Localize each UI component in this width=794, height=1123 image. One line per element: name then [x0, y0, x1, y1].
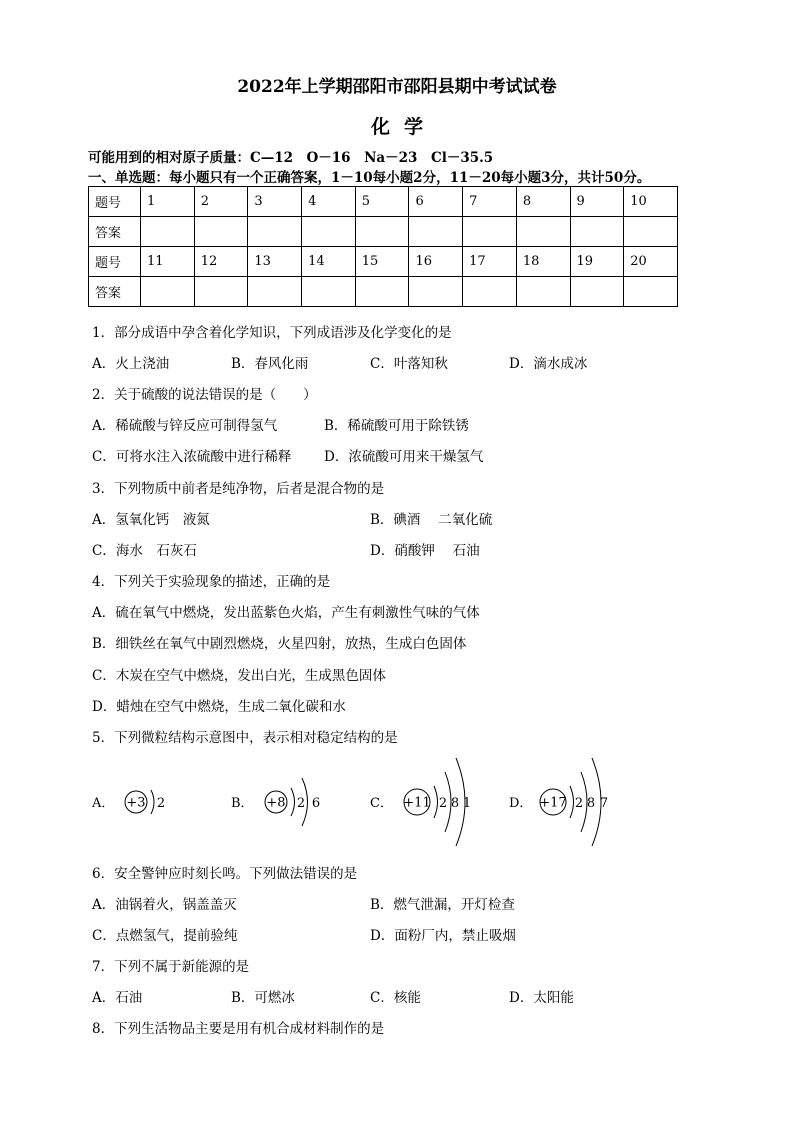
question-7-option-b[interactable]: B．可燃冰 — [231, 990, 295, 1006]
question-number-cell: 4 — [302, 187, 356, 217]
question-number-cell: 11 — [141, 247, 195, 277]
question-number-cell: 14 — [302, 247, 356, 277]
option-label-c: C． — [370, 796, 393, 811]
electron-count: 7 — [599, 796, 609, 811]
question-3-option-c[interactable]: C．海水 石灰石 — [92, 543, 197, 559]
table-row — [89, 187, 678, 217]
electron-count: 6 — [311, 796, 321, 811]
question-number-cell: 5 — [355, 187, 409, 217]
question-number-cell: 17 — [463, 247, 517, 277]
question-7-stem: 7．下列不属于新能源的是 — [92, 959, 250, 975]
question-5-option-b[interactable] — [231, 778, 320, 826]
question-number-cell: 18 — [516, 247, 570, 277]
table-row — [89, 217, 678, 247]
question-1-option-c[interactable]: C．叶落知秋 — [370, 356, 448, 372]
question-number-cell: 16 — [409, 247, 463, 277]
question-number-cell: 13 — [248, 247, 302, 277]
question-number-cell: 10 — [624, 187, 678, 217]
answer-cell[interactable] — [141, 277, 195, 307]
question-1-option-a[interactable]: A．火上浇油 — [92, 356, 170, 372]
question-number-cell: 3 — [248, 187, 302, 217]
row-label-number: 题号 — [89, 187, 141, 217]
question-3-stem: 3．下列物质中前者是纯净物，后者是混合物的是 — [92, 481, 385, 497]
electron-shell-arc — [151, 790, 154, 814]
nucleus-charge: +17 — [539, 795, 567, 811]
answer-cell[interactable] — [624, 277, 678, 307]
question-1-option-b[interactable]: B．春风化雨 — [231, 356, 309, 372]
electron-count: 2 — [574, 796, 584, 811]
question-number-cell: 19 — [570, 247, 624, 277]
question-6-option-b[interactable]: B．燃气泄漏，开灯检查 — [370, 897, 515, 913]
electron-count: 8 — [450, 796, 460, 811]
answer-cell[interactable] — [355, 277, 409, 307]
answer-cell[interactable] — [194, 217, 248, 247]
question-2-option-b[interactable]: B．稀硫酸可用于除铁锈 — [324, 418, 469, 434]
answer-cell[interactable] — [570, 277, 624, 307]
question-4-stem: 4．下列关于实验现象的描述，正确的是 — [92, 574, 331, 590]
answer-cell[interactable] — [516, 277, 570, 307]
question-6-stem: 6．安全警钟应时刻长鸣。下列做法错误的是 — [92, 866, 358, 882]
answer-cell[interactable] — [248, 277, 302, 307]
question-4-option-a[interactable]: A．硫在氧气中燃烧，发出蓝紫色火焰，产生有刺激性气味的气体 — [92, 605, 480, 621]
question-number-cell: 7 — [463, 187, 517, 217]
row-label-answer: 答案 — [89, 277, 141, 307]
question-1-stem: 1．部分成语中孕含着化学知识，下列成语涉及化学变化的是 — [92, 325, 452, 341]
answer-cell[interactable] — [302, 217, 356, 247]
question-6-option-c[interactable]: C．点燃氢气，提前验纯 — [92, 928, 238, 944]
row-label-answer: 答案 — [89, 217, 141, 247]
question-number-cell: 12 — [194, 247, 248, 277]
answer-cell[interactable] — [141, 217, 195, 247]
answer-table — [88, 186, 678, 307]
question-5-stem: 5．下列微粒结构示意图中，表示相对稳定结构的是 — [92, 730, 398, 746]
question-5-option-a[interactable] — [91, 790, 165, 814]
question-2-option-c[interactable]: C．可将水注入浓硫酸中进行稀释 — [92, 449, 292, 465]
subject-title: 化学 — [370, 116, 437, 138]
exam-title: 2022年上学期邵阳市邵阳县期中考试试卷 — [237, 77, 557, 97]
table-row — [89, 247, 678, 277]
answer-cell[interactable] — [409, 217, 463, 247]
answer-cell[interactable] — [516, 217, 570, 247]
question-3-option-a[interactable]: A．氢氧化钙 液氮 — [92, 512, 210, 528]
question-number-cell: 8 — [516, 187, 570, 217]
question-3-option-d[interactable]: D．硝酸钾 石油 — [370, 543, 480, 559]
question-2-option-d[interactable]: D．浓硫酸可用来干燥氢气 — [324, 449, 484, 465]
question-7-option-c[interactable]: C．核能 — [370, 990, 421, 1006]
question-8-stem: 8．下列生活物品主要是用有机合成材料制作的是 — [92, 1021, 385, 1037]
atomic-mass-line: 可能用到的相对原子质量：C—12 O－16 Na－23 Cl－35.5 — [88, 150, 494, 166]
electron-count: 2 — [156, 796, 166, 811]
question-4-option-d[interactable]: D．蜡烛在空气中燃烧，生成二氧化碳和水 — [92, 699, 346, 715]
electron-shell-arc — [570, 786, 574, 818]
answer-cell[interactable] — [409, 277, 463, 307]
answer-cell[interactable] — [463, 217, 517, 247]
answer-cell[interactable] — [194, 277, 248, 307]
nucleus-charge: +8 — [266, 795, 286, 811]
question-number-cell: 15 — [355, 247, 409, 277]
electron-count: 2 — [438, 796, 448, 811]
question-number-cell: 1 — [141, 187, 195, 217]
question-number-cell: 9 — [570, 187, 624, 217]
electron-count: 2 — [296, 796, 306, 811]
electron-shell-arc — [434, 786, 438, 818]
answer-cell[interactable] — [463, 277, 517, 307]
table-row — [89, 277, 678, 307]
question-2-stem: 2．关于硫酸的说法错误的是（ ） — [92, 387, 317, 403]
answer-cell[interactable] — [302, 277, 356, 307]
question-number-cell: 6 — [409, 187, 463, 217]
question-5-option-c[interactable] — [370, 758, 471, 846]
atomic-structure-diagrams — [90, 752, 630, 852]
option-label-d: D． — [509, 796, 533, 811]
question-number-cell: 2 — [194, 187, 248, 217]
electron-count: 1 — [462, 796, 472, 811]
answer-cell[interactable] — [355, 217, 409, 247]
question-2-option-a[interactable]: A．稀硫酸与锌反应可制得氢气 — [92, 418, 278, 434]
nucleus-charge: +3 — [126, 795, 146, 811]
row-label-number: 题号 — [89, 247, 141, 277]
option-label-b: B． — [231, 796, 254, 811]
electron-count: 8 — [586, 796, 596, 811]
answer-cell[interactable] — [248, 217, 302, 247]
section-one-heading: 一、单选题：每小题只有一个正确答案，1－10每小题2分，11－20每小题3分，共计50分。 — [88, 170, 651, 186]
question-7-option-d[interactable]: D．太阳能 — [509, 990, 574, 1006]
question-4-option-c[interactable]: C．木炭在空气中燃烧，发出白光，生成黑色固体 — [92, 668, 386, 684]
question-1-option-d[interactable]: D．滴水成冰 — [509, 356, 588, 372]
question-6-option-a[interactable]: A．油锅着火，锅盖盖灭 — [92, 897, 237, 913]
electron-shell-arc — [291, 788, 295, 816]
question-3-option-b[interactable]: B．碘酒 二氧化硫 — [370, 512, 493, 528]
nucleus-charge: +11 — [403, 795, 431, 811]
answer-cell[interactable] — [624, 217, 678, 247]
question-5-option-d[interactable] — [509, 758, 608, 846]
option-label-a: A． — [92, 796, 115, 811]
question-7-option-a[interactable]: A．石油 — [92, 990, 143, 1006]
question-6-option-d[interactable]: D．面粉厂内，禁止吸烟 — [370, 928, 516, 944]
question-4-option-b[interactable]: B．细铁丝在氧气中剧烈燃烧，火星四射，放热，生成白色固体 — [92, 636, 467, 652]
answer-cell[interactable] — [570, 217, 624, 247]
question-number-cell: 20 — [624, 247, 678, 277]
